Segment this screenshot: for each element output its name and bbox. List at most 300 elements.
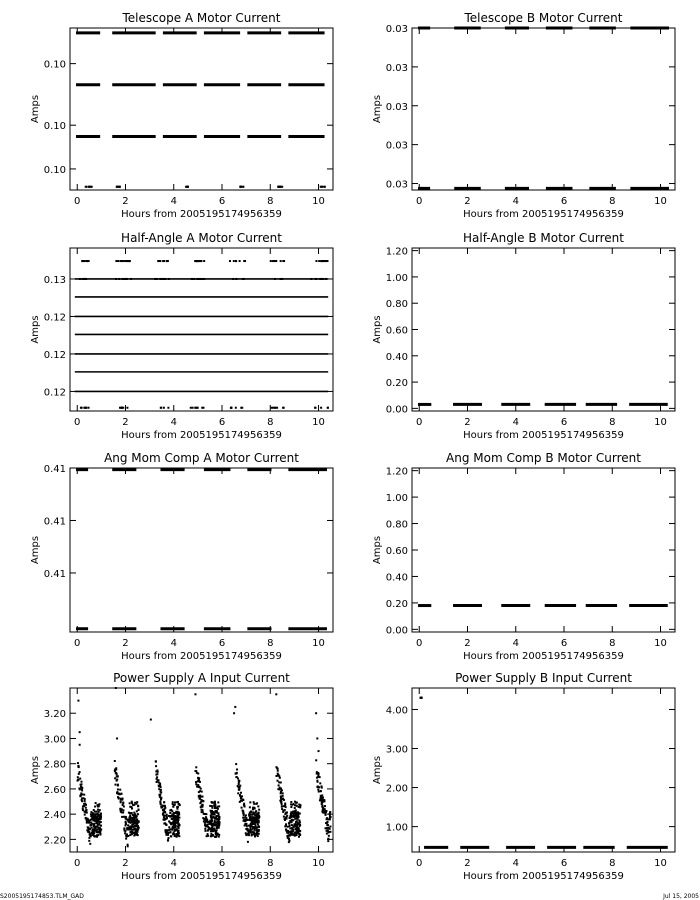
data-point	[178, 835, 180, 837]
data-point	[254, 823, 256, 825]
data-point	[271, 407, 273, 409]
x-tick-label: 0	[74, 196, 81, 207]
data-point	[214, 836, 216, 838]
x-tick-label: 10	[312, 417, 325, 428]
data-point	[129, 813, 131, 815]
y-tick-label: 2.40	[43, 810, 66, 822]
plot-frame	[412, 468, 675, 632]
data-point	[129, 819, 131, 821]
x-axis-label: Hours from 2005195174956359	[121, 651, 282, 662]
data-point	[136, 830, 138, 832]
data-point	[274, 278, 276, 280]
data-point	[125, 834, 127, 836]
data-point	[157, 780, 159, 782]
data-point	[125, 838, 127, 840]
y-tick-label: 0.41	[43, 568, 66, 580]
data-point	[115, 687, 117, 689]
data-point	[194, 770, 196, 772]
x-tick-label: 2	[122, 638, 129, 649]
data-point	[250, 814, 252, 816]
data-point	[164, 815, 166, 817]
data-point	[324, 260, 326, 262]
data-point	[159, 801, 161, 803]
data-point	[93, 823, 95, 825]
data-point	[130, 818, 132, 820]
data-point	[185, 32, 187, 34]
plot-frame	[412, 248, 675, 411]
chart-title: Power Supply A Input Current	[113, 671, 290, 685]
data-point	[163, 805, 165, 807]
data-point	[170, 828, 172, 830]
y-tick-label: 1.00	[385, 822, 408, 834]
data-point	[238, 781, 240, 783]
data-point	[201, 278, 203, 280]
data-point	[93, 830, 95, 832]
data-point	[315, 712, 317, 714]
data-point	[131, 808, 133, 810]
data-point	[119, 789, 121, 791]
data-point	[242, 278, 244, 280]
data-point	[323, 799, 325, 801]
data-point	[203, 260, 205, 262]
data-point	[229, 260, 231, 262]
data-point	[165, 824, 167, 826]
chart-title: Half-Angle A Motor Current	[121, 231, 282, 245]
data-point	[250, 831, 252, 833]
data-point	[194, 693, 196, 695]
data-point	[239, 785, 241, 787]
data-point	[162, 278, 164, 280]
data-point	[176, 835, 178, 837]
data-point	[94, 806, 96, 808]
data-point	[83, 805, 85, 807]
data-point	[235, 763, 237, 765]
data-point	[90, 811, 92, 813]
data-point	[88, 840, 90, 842]
data-point	[294, 804, 296, 806]
data-point	[256, 822, 258, 824]
data-point	[174, 820, 176, 822]
data-point	[280, 787, 282, 789]
data-point	[277, 770, 279, 772]
data-point	[329, 813, 331, 815]
data-point	[231, 32, 233, 34]
data-point	[218, 805, 220, 807]
data-point	[115, 260, 117, 262]
data-point	[256, 820, 258, 822]
data-point	[217, 801, 219, 803]
data-point	[207, 824, 209, 826]
plot-frame	[70, 468, 333, 632]
data-point	[295, 802, 297, 804]
y-tick-label: 0.80	[385, 519, 408, 531]
data-point	[161, 278, 163, 280]
data-point	[290, 830, 292, 832]
data-point	[216, 827, 218, 829]
data-point	[177, 832, 179, 834]
data-point	[207, 821, 209, 823]
data-point	[327, 821, 329, 823]
x-tick-label: 8	[609, 417, 616, 428]
data-point	[85, 817, 87, 819]
data-point	[93, 809, 95, 811]
x-axis-label: Hours from 2005195174956359	[463, 430, 624, 441]
data-point	[127, 824, 129, 826]
data-point	[321, 806, 323, 808]
data-point	[96, 834, 98, 836]
data-point	[169, 812, 171, 814]
data-point	[287, 826, 289, 828]
data-point	[122, 260, 124, 262]
data-point	[278, 784, 280, 786]
data-point	[78, 773, 80, 775]
data-point	[129, 802, 131, 804]
y-tick-label: 2.60	[43, 784, 66, 796]
data-point	[188, 32, 190, 34]
data-point	[198, 778, 200, 780]
data-point	[175, 827, 177, 829]
data-point	[270, 260, 272, 262]
x-tick-label: 10	[654, 417, 667, 428]
data-point	[204, 830, 206, 832]
chart-title: Ang Mom Comp B Motor Current	[446, 451, 641, 465]
y-tick-label: 0.03	[385, 179, 408, 191]
data-point	[178, 823, 180, 825]
data-points	[77, 687, 332, 847]
data-point	[97, 809, 99, 811]
data-point	[233, 712, 235, 714]
data-point	[316, 773, 318, 775]
y-tick-label: 2.00	[385, 783, 408, 795]
x-tick-label: 6	[218, 417, 226, 428]
data-point	[254, 817, 256, 819]
data-point	[245, 817, 247, 819]
data-point	[132, 826, 134, 828]
data-point	[297, 823, 299, 825]
data-point	[97, 805, 99, 807]
y-tick-label: 0.00	[385, 404, 408, 416]
data-point	[290, 806, 292, 808]
data-point	[200, 806, 202, 808]
data-point	[201, 791, 203, 793]
data-point	[211, 801, 213, 803]
data-point	[125, 818, 127, 820]
data-point	[315, 759, 317, 761]
data-point	[206, 819, 208, 821]
data-point	[280, 186, 282, 188]
x-tick-label: 0	[74, 417, 81, 428]
data-point	[320, 785, 322, 787]
data-point	[212, 825, 214, 827]
data-point	[133, 832, 135, 834]
data-point	[256, 829, 258, 831]
y-tick-label: 3.20	[43, 709, 66, 721]
data-point	[87, 829, 89, 831]
x-tick-label: 4	[170, 638, 177, 649]
data-point	[78, 765, 80, 767]
data-point	[77, 776, 79, 778]
x-axis-label: Hours from 2005195174956359	[121, 430, 282, 441]
data-point	[115, 769, 117, 771]
data-point	[211, 806, 213, 808]
y-tick-label: 0.10	[43, 59, 66, 71]
data-point	[284, 818, 286, 820]
data-point	[320, 795, 322, 797]
data-point	[286, 816, 288, 818]
data-point	[258, 816, 260, 818]
data-point	[120, 809, 122, 811]
x-tick-label: 8	[609, 196, 616, 207]
y-axis-label: Amps	[30, 315, 41, 344]
data-point	[320, 32, 322, 34]
data-point	[168, 826, 170, 828]
data-point	[115, 278, 117, 280]
data-point	[80, 795, 82, 797]
data-point	[121, 799, 123, 801]
data-point	[278, 775, 280, 777]
data-point	[168, 278, 170, 280]
data-point	[122, 804, 124, 806]
data-point	[166, 260, 168, 262]
x-tick-label: 8	[267, 196, 274, 207]
y-axis-label: Amps	[372, 94, 383, 124]
data-point	[251, 814, 253, 816]
data-point	[258, 812, 260, 814]
data-point	[283, 805, 285, 807]
x-tick-label: 8	[267, 858, 274, 869]
data-point	[274, 407, 276, 409]
footer-right: Jul 15, 2005	[663, 893, 699, 900]
data-point	[324, 811, 326, 813]
data-point	[258, 833, 260, 835]
data-point	[235, 772, 237, 774]
data-point	[214, 804, 216, 806]
y-tick-label: 0.60	[385, 546, 408, 557]
data-point	[192, 32, 194, 34]
data-point	[281, 803, 283, 805]
data-point	[214, 813, 216, 815]
data-point	[327, 824, 329, 826]
x-tick-label: 0	[416, 196, 423, 207]
x-tick-label: 6	[560, 417, 568, 428]
x-tick-label: 10	[654, 196, 667, 207]
data-point	[243, 813, 245, 815]
data-point	[320, 260, 322, 262]
y-tick-label: 0.41	[43, 516, 66, 528]
data-point	[210, 829, 212, 831]
data-point	[167, 837, 169, 839]
data-point	[83, 260, 85, 262]
x-tick-label: 10	[312, 858, 325, 869]
y-axis-label: Amps	[30, 755, 41, 785]
data-point	[204, 828, 206, 830]
x-tick-label: 6	[560, 196, 568, 207]
data-point	[291, 819, 293, 821]
data-point	[318, 260, 320, 262]
data-point	[207, 833, 209, 835]
data-point	[84, 407, 86, 409]
data-point	[125, 32, 127, 34]
data-point	[210, 822, 212, 824]
data-point	[243, 805, 245, 807]
data-point	[296, 834, 298, 836]
data-point	[135, 834, 137, 836]
data-point	[316, 737, 318, 739]
x-tick-label: 2	[122, 858, 129, 869]
data-point	[322, 808, 324, 810]
data-point	[95, 815, 97, 817]
data-point	[93, 828, 95, 830]
data-point	[170, 835, 172, 837]
data-point	[84, 798, 86, 800]
y-tick-label: 1.20	[385, 466, 408, 478]
y-tick-label: 3.00	[385, 744, 408, 756]
data-point	[126, 278, 128, 280]
data-point	[209, 805, 211, 807]
data-point	[314, 407, 316, 409]
data-point	[275, 693, 277, 695]
y-tick-label: 0.20	[385, 598, 408, 610]
y-tick-label: 0.10	[43, 164, 66, 176]
data-point	[249, 801, 251, 803]
data-point	[132, 817, 134, 819]
data-point	[255, 826, 257, 828]
data-point	[317, 32, 319, 34]
data-point	[196, 278, 198, 280]
y-tick-label: 2.80	[43, 759, 66, 771]
data-point	[172, 806, 174, 808]
data-point	[328, 835, 330, 837]
data-point	[284, 803, 286, 805]
data-point	[291, 824, 293, 826]
x-tick-label: 4	[170, 196, 177, 207]
data-point	[163, 801, 165, 803]
x-tick-label: 2	[464, 858, 471, 869]
x-tick-label: 4	[170, 858, 177, 869]
data-point	[159, 791, 161, 793]
data-point	[293, 810, 295, 812]
data-point	[285, 823, 287, 825]
data-point	[318, 776, 320, 778]
data-point	[244, 260, 246, 262]
x-tick-label: 2	[464, 196, 471, 207]
data-point	[117, 784, 119, 786]
data-point	[321, 802, 323, 804]
data-point	[258, 809, 260, 811]
y-tick-label: 0.40	[385, 351, 408, 363]
data-point	[201, 809, 203, 811]
data-point	[171, 818, 173, 820]
data-point	[249, 806, 251, 808]
data-point	[99, 817, 101, 819]
x-tick-label: 4	[512, 638, 519, 649]
data-point	[296, 830, 298, 832]
data-point	[200, 788, 202, 790]
x-tick-label: 2	[122, 196, 129, 207]
data-point	[179, 804, 181, 806]
data-point	[195, 783, 197, 785]
data-point	[293, 824, 295, 826]
data-point	[129, 831, 131, 833]
data-point	[218, 836, 220, 838]
data-point	[217, 819, 219, 821]
data-point	[122, 802, 124, 804]
data-point	[118, 797, 120, 799]
data-point	[298, 812, 300, 814]
data-point	[80, 792, 82, 794]
data-point	[96, 831, 98, 833]
data-point	[114, 777, 116, 779]
data-point	[289, 827, 291, 829]
data-point	[132, 823, 134, 825]
data-point	[84, 814, 86, 816]
chart-panel-5	[30, 451, 333, 662]
data-point	[164, 819, 166, 821]
data-point	[175, 825, 177, 827]
plot-frame	[412, 28, 675, 190]
data-point	[167, 407, 169, 409]
x-tick-label: 0	[416, 858, 423, 869]
x-tick-label: 8	[609, 638, 616, 649]
chart-title: Telescope B Motor Current	[464, 11, 623, 25]
y-tick-label: 1.20	[385, 246, 408, 258]
data-point	[327, 407, 329, 409]
data-point	[171, 814, 173, 816]
y-tick-label: 0.40	[385, 572, 408, 584]
data-point	[132, 804, 134, 806]
data-point	[173, 824, 175, 826]
data-point	[239, 787, 241, 789]
data-point	[214, 824, 216, 826]
x-axis-label: Hours from 2005195174956359	[463, 871, 624, 882]
data-point	[210, 810, 212, 812]
data-point	[91, 832, 93, 834]
data-point	[173, 816, 175, 818]
data-point	[167, 839, 169, 841]
data-point	[196, 785, 198, 787]
data-point	[118, 793, 120, 795]
data-point	[319, 782, 321, 784]
data-point	[195, 781, 197, 783]
data-point	[96, 829, 98, 831]
data-point	[127, 844, 129, 846]
data-point	[298, 804, 300, 806]
data-point	[85, 809, 87, 811]
data-point	[293, 833, 295, 835]
data-point	[329, 826, 331, 828]
data-point	[170, 831, 172, 833]
data-point	[322, 811, 324, 813]
data-point	[91, 827, 93, 829]
data-point	[317, 785, 319, 787]
data-point	[329, 818, 331, 820]
data-point	[298, 828, 300, 830]
data-point	[125, 260, 127, 262]
data-point	[192, 407, 194, 409]
data-point	[114, 784, 116, 786]
data-point	[242, 817, 244, 819]
data-point	[329, 831, 331, 833]
data-point	[296, 817, 298, 819]
data-point	[172, 827, 174, 829]
data-point	[245, 833, 247, 835]
data-point	[324, 805, 326, 807]
data-point	[240, 186, 242, 188]
data-point	[191, 278, 193, 280]
x-axis-label: Hours from 2005195174956359	[463, 651, 624, 662]
y-axis-label: Amps	[372, 535, 383, 565]
data-point	[85, 186, 87, 188]
